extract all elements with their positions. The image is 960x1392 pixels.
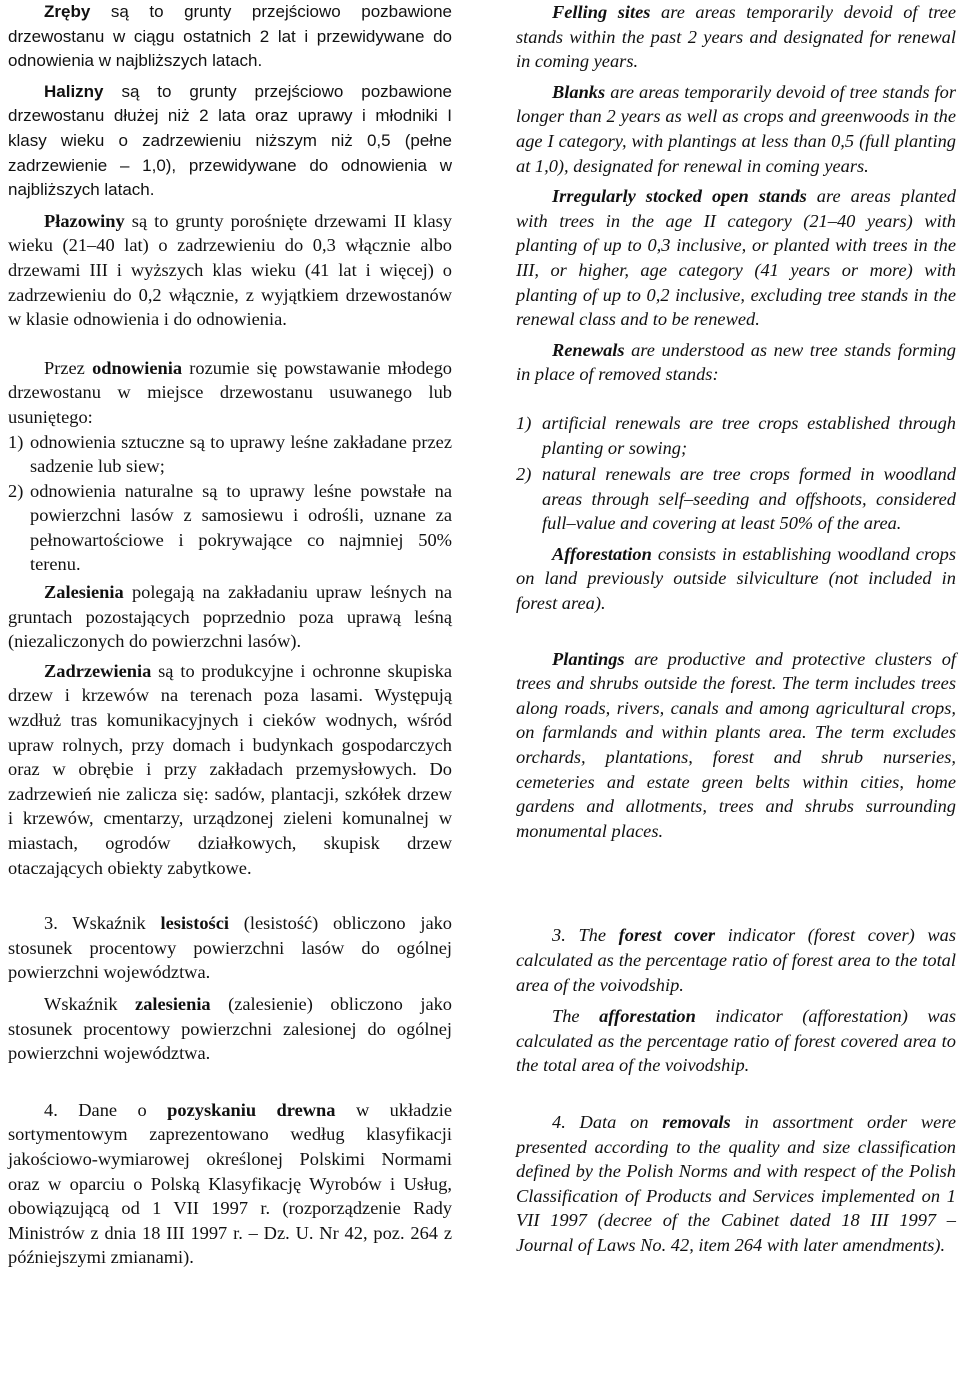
- term: Blanks: [552, 81, 606, 102]
- note-pozyskanie: [8, 1098, 452, 1270]
- term: Plantings: [552, 648, 625, 669]
- term: Płazowiny: [44, 210, 125, 231]
- definition-zreby: [8, 0, 452, 74]
- term: lesistości: [160, 913, 229, 934]
- definition-text: w układzie sortymentowym zaprezentowano według klasyfikacji jakościowo-wymiarowej określonej Polskimi Normami oraz w oparciu o Polską Klasyfikację Wyrobów i Usług, obowiązującą od 1 VII 1997 r. (rozporządzenie Rady Ministrów z dnia 18 III 1997 r. – Dz. U. Nr 42, poz. 264 z późniejszymi zmianami).: [8, 1099, 452, 1268]
- definition-text: in assortment order were presented according to the quality and size classification defined by the Polish Norms and with respect of the Polish Classification of Products and Services implemented on 1 VII 1997 (decree of the Cabinet dated 18 III 1997 – Journal of Laws No. 42, item 264 with later amendments).: [516, 1111, 956, 1255]
- list-text: odnowienia naturalne są to uprawy leśne powstałe na powierzchni lasów z samosiewu i odrośli, uznane za pełnowartościowe i pokrywające co najmniej 50% terenu.: [30, 480, 452, 575]
- definition-irregular-stands: [516, 184, 956, 332]
- list-text: odnowienia sztuczne są to uprawy leśne zakładane przez sadzenie lub siew;: [30, 431, 452, 477]
- polish-column: [8, 0, 452, 1270]
- definition-text: are areas temporarily devoid of tree stands within the past 2 years and designated for renewal in coming years.: [516, 2, 956, 72]
- term: Zręby: [44, 2, 91, 21]
- definition-plantings: [516, 647, 956, 844]
- list-number: 2): [8, 480, 24, 501]
- definition-felling-sites: [516, 0, 956, 74]
- list-text: natural renewals are tree crops formed in woodland areas through self–seeding and offshoots, considered full–value and covering at least 50% of the area.: [542, 464, 956, 534]
- term: Renewals: [552, 339, 625, 360]
- note-zalesienie: [8, 992, 452, 1066]
- definition-afforestation: [516, 542, 956, 616]
- term: Afforestation: [552, 543, 652, 564]
- term: odnowienia: [92, 357, 183, 378]
- definition-text: are understood as new tree stands forming in place of removed stands:: [516, 339, 956, 385]
- definition-text: indicator (forest cover) was calculated as the percentage ratio of forest area to the total area of the voivodship.: [516, 925, 956, 995]
- lead-text: 3. Wskaźnik: [44, 913, 161, 934]
- list-number: 1): [516, 412, 532, 433]
- definition-text: are areas planted with trees in the age II category (21–40 years) with planting of up to 0,3 inclusive, or planted with trees in the III, or higher, age category (41 years or more) with planting of up to 0,2 inclusive, excluding tree stands in the renewal class and to be renewed.: [516, 186, 956, 330]
- list-number: 1): [8, 431, 24, 452]
- definition-text: są to grunty przejściowo pozbawione drzewostanu w ciągu ostatnich 2 lat i przewidywane do odnowienia w najbliższych latach.: [8, 2, 452, 71]
- term: Halizny: [44, 81, 104, 101]
- definition-odnowienia: [8, 356, 452, 430]
- term: Zadrzewienia: [44, 660, 152, 681]
- term: afforestation: [599, 1006, 696, 1027]
- lead-text: 4. Dane o: [44, 1099, 168, 1120]
- note-afforestation-indicator: [516, 1004, 956, 1078]
- definition-halizny: [8, 80, 452, 203]
- term: pozyskaniu drewna: [167, 1099, 336, 1120]
- definition-renewals: [516, 338, 956, 387]
- definition-text: are areas temporarily devoid of tree stands for longer than 2 years as well as crops and greenwoods in the age I category, with plantings at less than 0,5 (full planting at 1,0), designated for renewal in coming years.: [516, 81, 956, 176]
- lead-text: 4. Data on: [552, 1111, 663, 1132]
- note-forest-cover: [516, 923, 956, 997]
- lead-text: Wskaźnik: [44, 993, 136, 1014]
- list-number: 2): [516, 464, 532, 485]
- term: forest cover: [618, 925, 716, 946]
- lead-text: The: [552, 1006, 600, 1027]
- definition-text: (lesistość) obliczono jako stosunek procentowy powierzchni lasów do ogólnej powierzchni województwa.: [8, 913, 452, 983]
- term: Zalesienia: [44, 582, 124, 603]
- definition-blanks: [516, 80, 956, 178]
- note-removals: [516, 1110, 956, 1258]
- lead-text: 3. The: [552, 925, 619, 946]
- definition-zalesienia: [8, 580, 452, 654]
- definition-text: (zalesienie) obliczono jako stosunek procentowy powierzchni zalesionej do ogólnej powierzchni województwa.: [8, 993, 452, 1064]
- term: zalesienia: [135, 993, 211, 1014]
- term: removals: [662, 1111, 731, 1132]
- definition-text: są to grunty porośnięte drzewami II klasy wieku (21–40 lat) o zadrzewieniu do 0,3 włącznie albo drzewami III i wyższych klas wieku (41 lat i więcej) o zadrzewieniu do 0,2 włącznie, z wyjątkiem drzewostanów w klasie odnowienia i do odnowienia.: [8, 210, 452, 330]
- list-item: [516, 411, 956, 460]
- term: Felling sites: [552, 2, 651, 22]
- list-item: [516, 462, 956, 536]
- definition-zadrzewienia: [8, 659, 452, 880]
- english-column: [516, 0, 956, 1258]
- definition-text: polegają na zakładaniu upraw leśnych na gruntach pozostających poprzednio poza uprawą leśną (niezaliczonych do powierzchni lasów).: [8, 582, 452, 652]
- term: Irregularly stocked open stands: [552, 186, 807, 207]
- lead-text: Przez: [44, 357, 93, 378]
- definition-text: indicator (afforestation) was calculated as the percentage ratio of forest covered area to the total area of the voivodship.: [516, 1006, 956, 1076]
- list-text: artificial renewals are tree crops established through planting or sowing;: [542, 412, 956, 458]
- definition-text: are productive and protective clusters of trees and shrubs outside the forest. The term includes trees along roads, rivers, canals and among agricultural crops, on farmlands and within plants area. The term excludes orchards, plantations, forest and shrub nurseries, cemeteries and estate green belts within cities, home gardens and allotments, trees and shrubs surrounding monumental places.: [516, 648, 956, 841]
- definition-text: consists in establishing woodland crops on land previously outside silviculture (not included in forest area).: [516, 543, 956, 614]
- note-lesistosc: [8, 911, 452, 985]
- list-item: [8, 479, 452, 577]
- definition-plazowiny: [8, 209, 452, 332]
- definition-text: są to produkcyjne i ochronne skupiska drzew i krzewów na terenach poza lasami. Występują wzdłuż tras komunikacyjnych i cieków wodnych, wśród upraw rolnych, przy domach i budynkach gospodarczych oraz w obrębie i przy zakładach przemysłowych. Do zadrzewień nie zalicza się: sadów, plantacji, szkółek drzew i krzewów, cmentarzy, urządzonej zieleni komunalnej w miastach, ogrodów działkowych, skupisk drzew otaczających obiekty zabytkowe.: [8, 660, 452, 878]
- definition-text: są to grunty przejściowo pozbawione drzewostanu dłużej niż 2 lata oraz uprawy i młodniki I klasy wieku o zadrzewieniu niższym niż 0,5 (pełne zadrzewienie – 1,0), przewidywane do odnowienia w najbliższych latach.: [8, 81, 452, 200]
- definition-text: rozumie się powstawanie młodego drzewostanu w miejsce drzewostanu usuwanego lub usuniętego:: [8, 357, 452, 427]
- list-item: [8, 430, 452, 479]
